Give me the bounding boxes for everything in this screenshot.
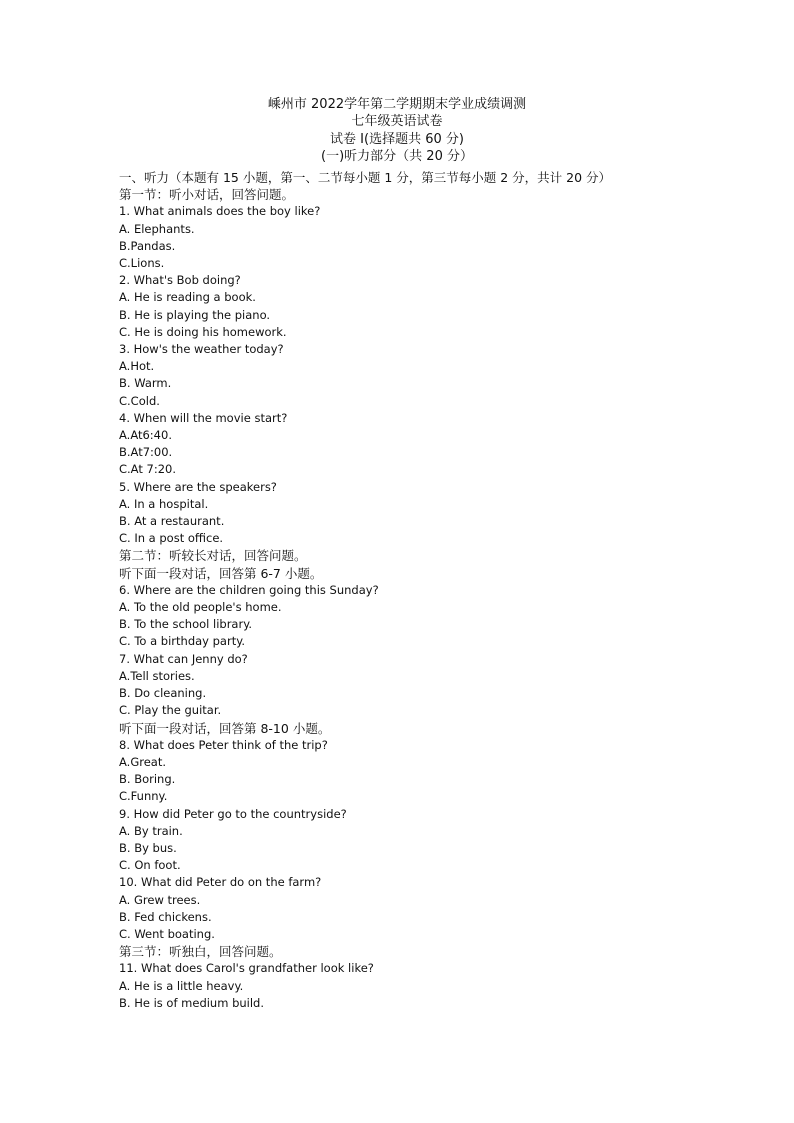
question-text: 10. What did Peter do on the farm?	[119, 875, 322, 890]
answer-option: C.Funny.	[119, 789, 168, 804]
answer-option: C.Lions.	[119, 256, 165, 271]
answer-option: B. Do cleaning.	[119, 686, 207, 701]
answer-option: B. To the school library.	[119, 617, 253, 632]
question-text: 2. What's Bob doing?	[119, 273, 241, 288]
question-text: 3. How's the weather today?	[119, 342, 284, 357]
question-text: 1. What animals does the boy like?	[119, 204, 321, 219]
question-text: 4. When will the movie start?	[119, 410, 288, 425]
section-instruction: 听下面一段对话，回答第 8-10 小题。	[119, 720, 331, 736]
section-instruction: 第一节：听小对话，回答问题。	[119, 187, 295, 203]
question-text: 9. How did Peter go to the countryside?	[119, 806, 347, 821]
question-text: 11. What does Carol's grandfather look like?	[119, 961, 374, 976]
answer-option: C. Play the guitar.	[119, 703, 222, 718]
listening-part-title: (一)听力部分（共 20 分）	[321, 148, 473, 164]
section-instruction: 第二节：听较长对话，回答问题。	[119, 548, 307, 564]
answer-option: C. On foot.	[119, 858, 181, 873]
question-text: 5. Where are the speakers?	[119, 479, 277, 494]
answer-option: C. He is doing his homework.	[119, 324, 287, 339]
answer-option: B. Warm.	[119, 376, 172, 391]
answer-option: A. Elephants.	[119, 221, 195, 236]
answer-option: A.Great.	[119, 754, 166, 769]
answer-option: A. He is reading a book.	[119, 290, 256, 305]
question-text: 6. Where are the children going this Sunday?	[119, 582, 379, 597]
answer-option: C.Cold.	[119, 393, 160, 408]
answer-option: B. He is playing the piano.	[119, 307, 271, 322]
exam-subtitle: 七年级英语试卷	[351, 114, 443, 130]
question-text: 7. What can Jenny do?	[119, 651, 248, 666]
section-instruction: 第三节：听独白，回答问题。	[119, 944, 282, 960]
answer-option: C.At 7:20.	[119, 462, 176, 477]
answer-option: B. By bus.	[119, 840, 177, 855]
exam-body	[119, 169, 779, 1012]
answer-option: A. To the old people's home.	[119, 600, 282, 615]
answer-option: C. Went boating.	[119, 926, 215, 941]
exam-title: 嵊州市 2022学年第二学期期末学业成绩调测	[267, 97, 527, 112]
question-text: 8. What does Peter think of the trip?	[119, 737, 328, 752]
answer-option: A. Grew trees.	[119, 892, 201, 907]
section-instruction: 听下面一段对话，回答第 6-7 小题。	[119, 565, 323, 581]
answer-option: A. He is a little heavy.	[119, 978, 244, 993]
answer-option: C. In a post office.	[119, 531, 224, 546]
answer-option: A.At6:40.	[119, 428, 172, 443]
answer-option: B. Fed chickens.	[119, 909, 212, 924]
answer-option: A.Tell stories.	[119, 668, 195, 683]
section-instruction: 一、听力（本题有 15 小题，第一、二节每小题 1 分，第三节每小题 2 分，共计 20 分）	[119, 170, 612, 185]
answer-option: A. In a hospital.	[119, 496, 209, 511]
answer-option: A.Hot.	[119, 359, 155, 374]
answer-option: B.Pandas.	[119, 238, 176, 253]
answer-option: C. To a birthday party.	[119, 634, 246, 649]
answer-option: B.At7:00.	[119, 445, 173, 460]
answer-option: B. Boring.	[119, 772, 176, 787]
answer-option: B. At a restaurant.	[119, 514, 225, 529]
paper-section-title: 试卷 I(选择题共 60 分)	[330, 131, 464, 147]
answer-option: B. He is of medium build.	[119, 995, 265, 1010]
answer-option: A. By train.	[119, 823, 183, 838]
exam-header	[0, 96, 794, 165]
